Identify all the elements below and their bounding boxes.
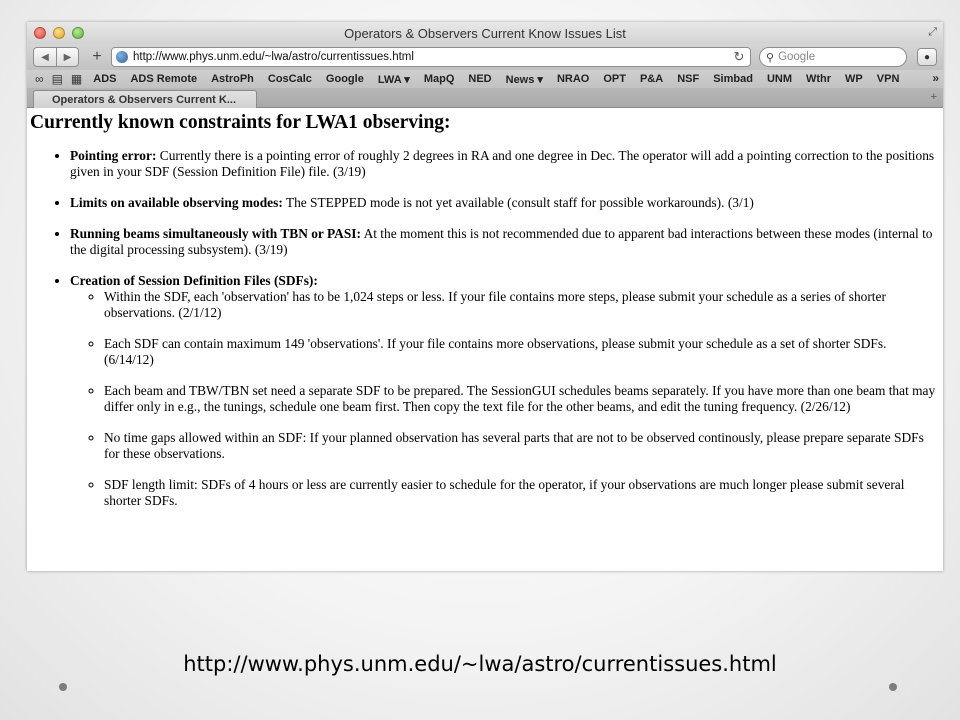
reload-icon[interactable]: ↻ [733,49,745,64]
top-sites-grid-icon[interactable]: ▦ [70,72,83,86]
sublist-item: ◦ Each beam and TBW/TBN set need a separate SDF to be prepared. The SessionGUI schedules beams separately. If you have more than one beam that may differ only in e.g., the tunings, schedule one beam first. Then copy the text file for the other beams, and edit the tuning frequency. (2/26/12) [104,383,939,415]
sublist-item: ◦ No time gaps allowed within an SDF: If your planned observation has several parts that are not to be observed continously, please prepare separate SDFs for these observations. [104,430,939,462]
list-item [70,195,939,211]
site-icon [116,51,128,63]
list-item [70,148,939,180]
bookmarks-book-icon[interactable]: ▤ [51,72,63,86]
item-text: At the moment this is not recommended due to apparent bad interactions between these modes (internal to the digital processing subsystem). (3/19) [70,226,933,257]
bookmarks-bar [27,70,943,88]
fullscreen-icon[interactable]: ⤢ [928,26,937,38]
bookmark-item[interactable]: ADS [93,73,117,85]
bookmark-item[interactable]: LWA ▾ [377,73,410,86]
sublist-item: ◦ Each SDF can contain maximum 149 'observations'. If your file contains more observations, please submit your schedule as a set of shorter SDFs. (6/14/12) [104,336,939,368]
slide-dot-right [889,683,897,691]
bookmark-item[interactable]: ADS Remote [130,73,198,85]
page-heading: Currently known constraints for LWA1 observing: [30,112,451,133]
bookmark-item[interactable]: Wthr [806,73,832,85]
bookmark-item[interactable]: NED [468,73,492,85]
item-text: The STEPPED mode is not yet available (consult staff for possible workarounds). (3/1) [285,195,754,210]
bookmark-item[interactable]: WP [845,73,863,85]
window-title: Operators & Observers Current Know Issues List [344,26,626,41]
more-bookmarks-icon[interactable]: » [932,71,939,85]
tab-bar [27,88,943,108]
bookmark-item[interactable]: NRAO [556,73,590,85]
tab-current[interactable]: Operators & Observers Current K... [33,90,257,108]
bookmark-item[interactable]: VPN [876,73,900,85]
constraints-list [30,148,939,509]
back-button[interactable]: ◀ [41,51,49,63]
bookmark-item[interactable]: NSF [677,73,700,85]
bookmark-item[interactable]: AstroPh [211,73,254,85]
item-label: Running beams simultaneously with TBN or PASI: [70,226,361,241]
sublist-item: ◦ SDF length limit: SDFs of 4 hours or less are currently easier to schedule for the operator, if your observations are much longer please submit several shorter SDFs. [104,477,939,509]
bookmark-item[interactable]: P&A [639,73,664,85]
url-field[interactable]: http://www.phys.unm.edu/~lwa/astro/currentissues.html [133,51,414,63]
item-text: Currently there is a pointing error of roughly 2 degrees in RA and one degree in Dec. The operator will add a pointing correction to the positions given in your SDF (Session Definition File) file. (3/19) [70,148,935,179]
bookmark-item[interactable]: CosCalc [267,73,312,85]
browser-window [27,22,943,571]
title-bar [27,22,943,44]
forward-button[interactable]: ▶ [56,48,78,66]
bookmark-item[interactable]: MapQ [423,73,455,85]
bookmark-item[interactable]: Simbad [713,73,753,85]
bookmark-item[interactable]: News ▾ [505,73,543,86]
bookmark-item[interactable]: UNM [766,73,792,85]
sublist-item: ◦ Within the SDF, each 'observation' has to be 1,024 steps or less. If your file contains more steps, please submit your schedule as a series of shorter observations. (2/1/12) [104,289,939,321]
bookmark-item[interactable]: OPT [603,73,626,85]
bookmark-item[interactable]: Google [325,73,364,85]
slide-caption-url: http://www.phys.unm.edu/~lwa/astro/currentissues.html [183,652,777,676]
new-tab-button[interactable]: + [92,47,102,65]
item-label: Limits on available observing modes: [70,195,283,210]
slide-dot-left [59,683,67,691]
toolbar [27,44,943,70]
search-placeholder: Google [778,51,816,63]
item-label: Creation of Session Definition Files (SDFs): [70,273,318,288]
search-icon: ⚲ [766,51,775,64]
add-tab-icon[interactable]: + [930,91,937,103]
nav-buttons [33,47,79,67]
list-item [70,226,939,258]
list-item [70,273,939,509]
sdf-sublist [70,289,939,509]
downloads-button[interactable]: ● [917,48,937,66]
reading-list-icon[interactable]: ∞ [35,72,44,86]
search-field[interactable] [759,47,907,67]
item-label: Pointing error: [70,148,157,163]
page-content [27,108,943,509]
address-bar[interactable] [111,47,751,67]
